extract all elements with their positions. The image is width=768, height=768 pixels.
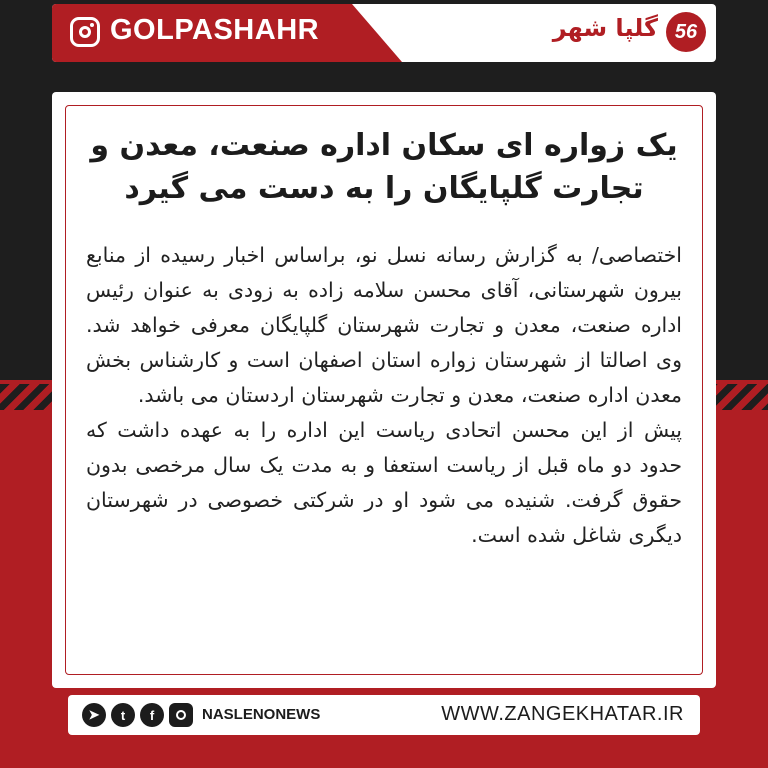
header-bar — [52, 4, 716, 62]
telegram-icon[interactable]: ➤ — [82, 703, 106, 727]
social-handle[interactable]: NASLENONEWS — [202, 706, 321, 723]
facebook-icon[interactable]: f — [140, 703, 164, 727]
instagram-icon[interactable] — [70, 17, 100, 47]
news-card-frame — [65, 105, 703, 675]
article-paragraph: پیش از این محسن اتحادی ریاست این اداره را به عهده داشت که حدود دو ماه قبل از ریاست استعفا و به مدت یک سال مرخصی بدون حقوق گرفت. شنیده می شود او در شرکتی خصوصی در شهرستان دیگری شاغل شده است. — [86, 418, 682, 547]
article-body — [86, 238, 682, 553]
website-link[interactable]: WWW.ZANGEKHATAR.IR — [441, 703, 684, 725]
article-paragraph: اختصاصی/ به گزارش رسانه نسل نو، براساس اخبار رسیده از منابع بیرون شهرستانی، آقای محسن سلامه زاده به زودی به عنوان رئیس اداره صنعت، معدن و تجارت شهرستان گلپایگان معرفی خواهد شد. وی اصالتا از شهرستان زواره استان اصفهان است و کارشناس بخش معدن اداره صنعت، معدن و تجارت شهرستان اردستان می باشد. — [86, 243, 682, 407]
social-icons — [82, 703, 193, 727]
brand-name-english[interactable]: GOLPASHAHR — [110, 14, 320, 46]
decorative-stripes-right — [708, 384, 768, 410]
footer-bar — [68, 695, 700, 735]
twitter-icon[interactable]: t — [111, 703, 135, 727]
decorative-stripes-left — [0, 384, 60, 410]
article-title: یک زواره ای سکان اداره صنعت، معدن و تجارت گلپایگان را به دست می گیرد — [90, 128, 678, 206]
brand-name-persian: گلپا شهر — [552, 14, 658, 42]
news-card — [52, 92, 716, 688]
instagram-icon[interactable] — [169, 703, 193, 727]
brand-logo: 56 — [666, 12, 706, 52]
